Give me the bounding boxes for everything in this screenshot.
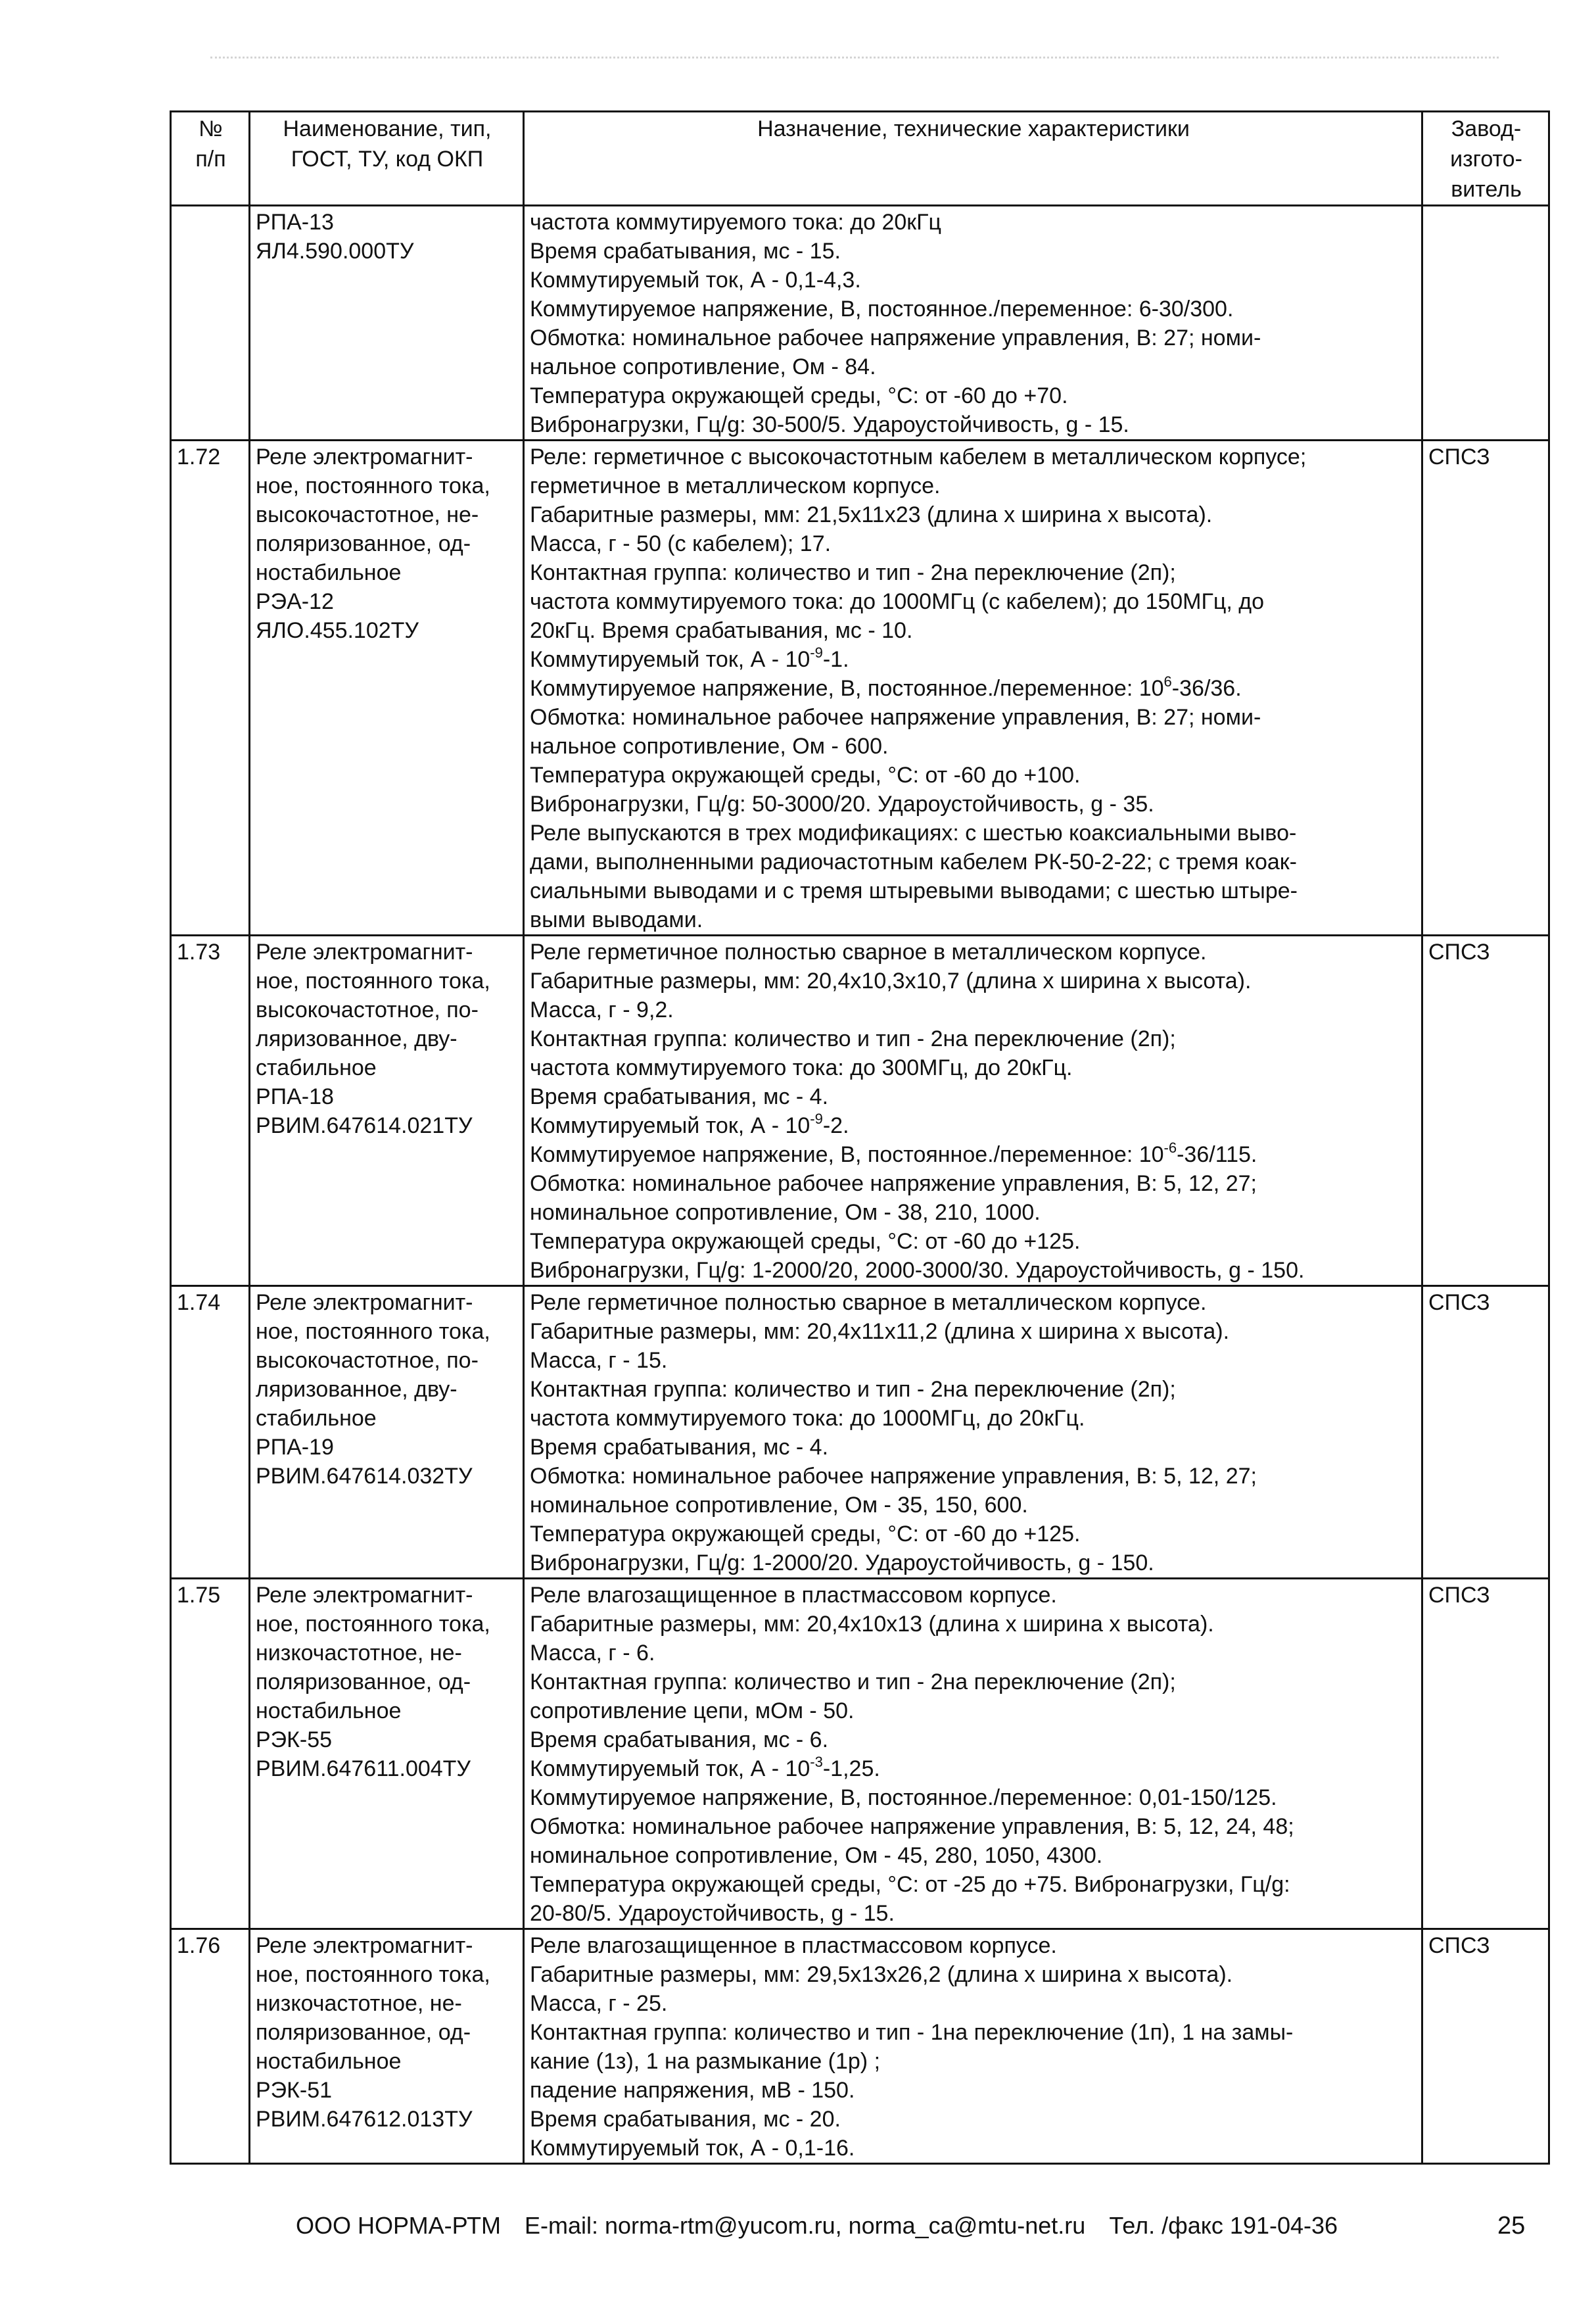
spec-line: Реле: герметичное с высокочастотным кабелем в металлическом корпусе; [530, 444, 1307, 469]
row-spec-cell [524, 1929, 1422, 2164]
exponent: -6 [1163, 1140, 1177, 1156]
spec-line: Коммутируемое напряжение, В, постоянное./переменное: $10^{-6}-36/115$. [530, 1140, 1257, 1167]
name-line: низкочастотное, не- [256, 1641, 462, 1666]
spec-line: Вибронагрузки, Гц/g: 1-2000/20, 2000-3000/30. Удароустойчивость, g - 150. [530, 1258, 1305, 1283]
header-num-line: п/п [195, 147, 226, 172]
spec-line: частота коммутируемого тока: до 1000МГц (с кабелем); до 150МГц, до [530, 589, 1265, 614]
spec-line: Реле влагозащищенное в пластмассовом корпусе. [530, 1933, 1057, 1958]
spec-line: частота коммутируемого тока: до 1000МГц, до 20кГц. [530, 1406, 1085, 1431]
spec-line: герметичное в металлическом корпусе. [530, 473, 941, 498]
row-number: 1.75 [171, 1579, 250, 1929]
spec-line: Обмотка: номинальное рабочее напряжение управления, В: 5, 12, 27; [530, 1171, 1257, 1196]
name-line: ЯЛ4.590.000ТУ [256, 239, 414, 264]
name-line: ное, постоянного тока, [256, 969, 490, 994]
row-manufacturer [1422, 206, 1549, 441]
table-row [171, 206, 1549, 441]
name-line: высокочастотное, по- [256, 997, 479, 1022]
spec-line: Время срабатывания, мс - 20. [530, 2107, 841, 2132]
spec-line: Вибронагрузки, Гц/g: 30-500/5. Удароустойчивость, g - 15. [530, 412, 1129, 437]
spec-line: Коммутируемый ток, А - $10^{-3}-1,25$. [530, 1754, 880, 1781]
spec-line: Время срабатывания, мс - 4. [530, 1084, 829, 1109]
row-number: 1.72 [171, 441, 250, 936]
name-line: ностабильное [256, 560, 402, 585]
spec-line: падение напряжения, мВ - 150. [530, 2078, 855, 2103]
header-num-line: № [199, 116, 223, 141]
name-line: стабильное [256, 1406, 377, 1431]
row-name-cell [250, 936, 524, 1286]
spec-line: Коммутируемое напряжение, В, постоянное./переменное: $10^6-36/36$. [530, 673, 1242, 701]
row-number: 1.76 [171, 1929, 250, 2164]
spec-line: Время срабатывания, мс - 15. [530, 239, 841, 264]
spec-line: Коммутируемый ток, А - $10^{-9}-1$. [530, 644, 849, 672]
name-line: ностабильное [256, 2049, 402, 2074]
spec-line: Температура окружающей среды, °С: от -60 до +70. [530, 383, 1068, 408]
row-spec-cell [524, 1579, 1422, 1929]
row-spec-cell [524, 936, 1422, 1286]
table-header-row [171, 112, 1549, 206]
spec-line: Масса, г - 15. [530, 1348, 668, 1373]
exponent: -3 [810, 1754, 823, 1770]
header-manufacturer [1422, 112, 1549, 206]
name-line: поляризованное, од- [256, 1669, 471, 1694]
header-mfr-line: витель [1451, 177, 1522, 202]
spec-line: Габаритные размеры, мм: 20,4x10,3x10,7 (длина x ширина x высота). [530, 969, 1252, 994]
spec-line: Контактная группа: количество и тип - 2на переключение (2п); [530, 1669, 1176, 1694]
table-row [171, 936, 1549, 1286]
spec-line: Масса, г - 9,2. [530, 997, 674, 1022]
spec-line: Температура окружающей среды, °С: от -25 до +75. Вибронагрузки, Гц/g: [530, 1872, 1290, 1897]
spec-line: Коммутируемый ток, А - $10^{-9}-2$. [530, 1111, 849, 1138]
spec-line: Контактная группа: количество и тип - 2на переключение (2п); [530, 1377, 1176, 1402]
table-row [171, 441, 1549, 936]
name-line: ное, постоянного тока, [256, 473, 490, 498]
row-spec-cell [524, 206, 1422, 441]
spec-line: Масса, г - 50 (с кабелем); 17. [530, 531, 832, 556]
name-line: РЭК-55 [256, 1727, 333, 1752]
name-line: поляризованное, од- [256, 531, 471, 556]
spec-line: нальное сопротивление, Ом - 84. [530, 354, 876, 379]
spec-line: номинальное сопротивление, Ом - 45, 280, 1050, 4300. [530, 1843, 1103, 1868]
name-line: РЭА-12 [256, 589, 334, 614]
spec-line: Вибронагрузки, Гц/g: 50-3000/20. Удароустойчивость, g - 35. [530, 792, 1154, 817]
spec-line: Масса, г - 6. [530, 1641, 655, 1666]
name-line: поляризованное, од- [256, 2020, 471, 2045]
header-name [250, 112, 524, 206]
footer-email: E-mail: norma-rtm@yucom.ru, norma_ca@mtu-net.ru [525, 2212, 1086, 2239]
spec-line: Реле выпускаются в трех модификациях: с шестью коаксиальными выво- [530, 821, 1297, 846]
spec-line: дами, выполненными радиочастотным кабелем РК-50-2-22; с тремя коак- [530, 850, 1298, 875]
name-line: РПА-19 [256, 1435, 334, 1460]
spec-line: Габаритные размеры, мм: 21,5x11x23 (длина x ширина x высота). [530, 502, 1213, 527]
row-manufacturer: СПСЗ [1422, 441, 1549, 936]
row-name-cell [250, 1286, 524, 1579]
header-mfr-line: Завод- [1451, 116, 1522, 141]
row-name-cell [250, 1929, 524, 2164]
name-line: ное, постоянного тока, [256, 1319, 490, 1344]
header-name-line: Наименование, тип, [283, 116, 492, 141]
spec-line: Габаритные размеры, мм: 20,4x10x13 (длина x ширина x высота). [530, 1612, 1214, 1637]
spec-line: Коммутируемый ток, А - 0,1-4,3. [530, 268, 861, 293]
name-line: ное, постоянного тока, [256, 1962, 490, 1987]
row-manufacturer: СПСЗ [1422, 1579, 1549, 1929]
spec-line: Температура окружающей среды, °С: от -60 до +125. [530, 1229, 1081, 1254]
spec-line: кание (1з), 1 на размыкание (1р) ; [530, 2049, 881, 2074]
spec-line: Обмотка: номинальное рабочее напряжение управления, В: 5, 12, 24, 48; [530, 1814, 1294, 1839]
spec-line: Контактная группа: количество и тип - 2на переключение (2п); [530, 1026, 1176, 1051]
footer-company: ООО НОРМА-РТМ [296, 2212, 501, 2239]
page-number: 25 [1497, 2212, 1526, 2240]
name-line: Реле электромагнит- [256, 1583, 473, 1608]
spec-line: Время срабатывания, мс - 6. [530, 1727, 829, 1752]
footer-phone: Тел. /факс 191-04-36 [1109, 2212, 1338, 2239]
name-line: Реле электромагнит- [256, 1933, 473, 1958]
header-name-line: ГОСТ, ТУ, код ОКП [291, 147, 484, 172]
spec-line: Температура окружающей среды, °С: от -60 до +100. [530, 763, 1081, 788]
row-spec-cell [524, 1286, 1422, 1579]
name-line: Реле электромагнит- [256, 940, 473, 965]
spec-line: Коммутируемое напряжение, В, постоянное./переменное: 6-30/300. [530, 297, 1234, 322]
name-line: Реле электромагнит- [256, 1290, 473, 1315]
spec-line: номинальное сопротивление, Ом - 38, 210, 1000. [530, 1200, 1041, 1225]
row-manufacturer: СПСЗ [1422, 1286, 1549, 1579]
name-line: низкочастотное, не- [256, 1991, 462, 2016]
name-line: высокочастотное, не- [256, 502, 479, 527]
row-number: 1.74 [171, 1286, 250, 1579]
row-name-cell [250, 1579, 524, 1929]
name-line: ЯЛО.455.102ТУ [256, 618, 419, 643]
exponent: 6 [1163, 673, 1172, 690]
name-line: РЭК-51 [256, 2078, 333, 2103]
spec-line: 20кГц. Время срабатывания, мс - 10. [530, 618, 913, 643]
header-mfr-line: изгото- [1450, 147, 1522, 172]
spec-line: Реле герметичное полностью сварное в металлическом корпусе. [530, 1290, 1207, 1315]
name-line: высокочастотное, по- [256, 1348, 479, 1373]
spec-line: выми выводами. [530, 907, 703, 932]
name-line: стабильное [256, 1055, 377, 1080]
relay-spec-table [170, 110, 1550, 2165]
table-row [171, 1579, 1549, 1929]
spec-line: Контактная группа: количество и тип - 2на переключение (2п); [530, 560, 1176, 585]
name-line: ляризованное, дву- [256, 1026, 458, 1051]
scan-noise-dots [210, 57, 1499, 72]
row-manufacturer: СПСЗ [1422, 936, 1549, 1286]
table-row [171, 1286, 1549, 1579]
spec-line: Обмотка: номинальное рабочее напряжение управления, В: 5, 12, 27; [530, 1464, 1257, 1489]
spec-line: частота коммутируемого тока: до 20кГц [530, 210, 942, 235]
name-line: ляризованное, дву- [256, 1377, 458, 1402]
name-line: РВИМ.647614.021ТУ [256, 1113, 473, 1138]
spec-line: Коммутируемый ток, А - 0,1-16. [530, 2136, 855, 2161]
spec-line: Габаритные размеры, мм: 20,4x11x11,2 (длина x ширина x высота). [530, 1319, 1230, 1344]
spec-line: нальное сопротивление, Ом - 600. [530, 734, 889, 759]
spec-line: Коммутируемое напряжение, В, постоянное./переменное: 0,01-150/125. [530, 1785, 1277, 1810]
name-line: РПА-18 [256, 1084, 334, 1109]
page-footer [296, 2212, 1545, 2240]
table-body [171, 206, 1549, 2164]
spec-line: Обмотка: номинальное рабочее напряжение управления, В: 27; номи- [530, 705, 1261, 730]
name-line: Реле электромагнит- [256, 444, 473, 469]
row-number [171, 206, 250, 441]
row-spec-cell [524, 441, 1422, 936]
header-num [171, 112, 250, 206]
spec-line: Контактная группа: количество и тип - 1на переключение (1п), 1 на замы- [530, 2020, 1294, 2045]
row-name-cell [250, 206, 524, 441]
name-line: РВИМ.647612.013ТУ [256, 2107, 473, 2132]
exponent: -9 [810, 1111, 823, 1127]
spec-line: Обмотка: номинальное рабочее напряжение управления, В: 27; номи- [530, 325, 1261, 350]
name-line: РПА-13 [256, 210, 334, 235]
spec-line: частота коммутируемого тока: до 300МГц, до 20кГц. [530, 1055, 1073, 1080]
spec-line: 20-80/5. Удароустойчивость, g - 15. [530, 1901, 895, 1926]
spec-line: Время срабатывания, мс - 4. [530, 1435, 829, 1460]
row-number: 1.73 [171, 936, 250, 1286]
name-line: ностабильное [256, 1698, 402, 1723]
exponent: -9 [810, 644, 823, 661]
spec-line: Температура окружающей среды, °С: от -60 до +125. [530, 1522, 1081, 1547]
row-name-cell [250, 441, 524, 936]
table-row [171, 1929, 1549, 2164]
spec-line: Габаритные размеры, мм: 29,5x13x26,2 (длина x ширина x высота). [530, 1962, 1233, 1987]
spec-line: Вибронагрузки, Гц/g: 1-2000/20. Удароустойчивость, g - 150. [530, 1550, 1154, 1575]
header-spec: Назначение, технические характеристики [524, 112, 1422, 206]
row-manufacturer: СПСЗ [1422, 1929, 1549, 2164]
spec-line: сиальными выводами и с тремя штыревыми выводами; с шестью штыре- [530, 878, 1298, 903]
spec-line: Реле влагозащищенное в пластмассовом корпусе. [530, 1583, 1057, 1608]
spec-line: Масса, г - 25. [530, 1991, 668, 2016]
name-line: РВИМ.647614.032ТУ [256, 1464, 473, 1489]
spec-line: сопротивление цепи, мОм - 50. [530, 1698, 855, 1723]
name-line: РВИМ.647611.004ТУ [256, 1756, 471, 1781]
name-line: ное, постоянного тока, [256, 1612, 490, 1637]
spec-line: Реле герметичное полностью сварное в металлическом корпусе. [530, 940, 1207, 965]
spec-line: номинальное сопротивление, Ом - 35, 150, 600. [530, 1493, 1028, 1518]
